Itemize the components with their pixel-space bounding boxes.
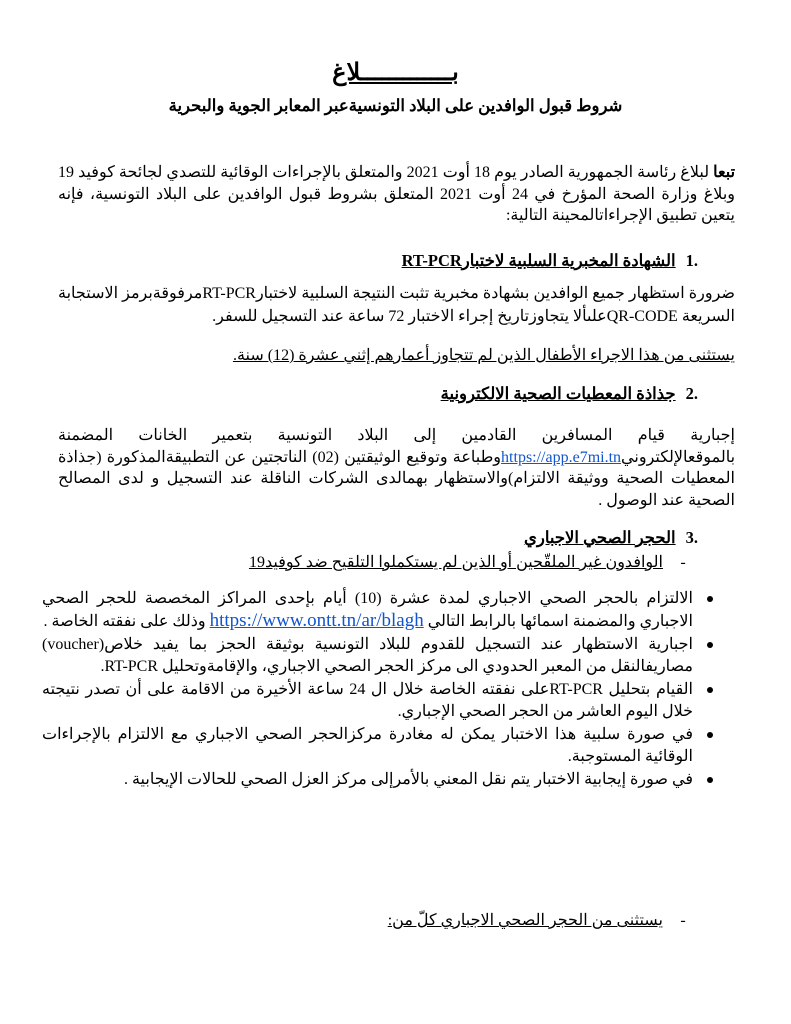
section-3-subitem-2 xyxy=(163,910,703,930)
bullet-text: القيام بتحليل RT-PCRعلى نفقته الخاصة خلال ال 24 ساعة الأخيرة من الاقامة على أن تصدر نتيجته خلال اليوم العاشر من الحجر الصحي الإجباري. xyxy=(42,681,693,720)
section-2-body xyxy=(58,425,735,511)
dash-marker: - xyxy=(680,554,686,571)
list-item xyxy=(42,634,748,677)
section-1-note xyxy=(58,345,735,365)
section-2-text-before: إجبارية قيام المسافرين القادمين إلى البلاد التونسية بتعمير الخانات المضمنة بالموقعالإلكتروني xyxy=(58,427,736,466)
bullet-text: في صورة سلبية هذا الاختبار يمكن له مغادرة مركزالحجر الصحي الاجباري مع الالتزام بالإجراءات الوقائية المستوجبة. xyxy=(42,726,693,765)
section-2-text-after: وطباعة وتوقيع الوثيقتين (02) الناتجتين عن التطبيقةالمذكورة (جذاذة المعطيات الصحية ووثيقة الالتزام)والاستظهار بهمالدى الشركات الناقلة عند التسجيل و لدى المصالح الصحية عند الوصول . xyxy=(58,448,736,509)
bullet-text-before: الالتزام بالحجر الصحي الاجباري لمدة عشرة (10) أيام بإحدى المراكز المخصصة للحجر الصحي الاجباري والمضمنة اسمائها بالرابط التالي xyxy=(42,590,693,630)
section-1-heading xyxy=(402,251,698,271)
intro-text: لبلاغ رئاسة الجمهورية الصادر يوم 18 أوت 2021 والمتعلق بالإجراءات الوقائية للتصدي لجائحة كوفيد 19 وبلاغ وزارة الصحة المؤرخ في 24 أوت 2021 المتعلق بشروط قبول الوافدين على البلاد التونسية، فإنه يتعين تطبيق الإجراءاتالمحينة التالية: xyxy=(58,164,735,224)
section-1-title: الشهادة المخبرية السلبية لاختبارRT-PCR xyxy=(401,251,676,270)
section-2-title: جذاذة المعطيات الصحية الالكترونية xyxy=(440,384,676,403)
ontt-link[interactable]: https://www.ontt.tn/ar/blagh xyxy=(209,609,424,631)
bullet-dot-icon xyxy=(707,732,713,738)
e7mi-link[interactable]: https://app.e7mi.tn xyxy=(501,448,622,466)
page-title: بـــــــــــــلاغ xyxy=(332,60,459,86)
section-3-heading xyxy=(524,528,698,548)
list-item xyxy=(42,724,748,767)
bullet-text: في صورة إيجابية الاختبار يتم نقل المعني بالأمرإلى مركز العزل الصحي للحالات الإيجابية . xyxy=(123,771,693,788)
section-1-note-text: يستثنى من هذا الاجراء الأطفال الذين لم تتجاوز أعمارهم إثني عشرة (12) سنة. xyxy=(232,347,735,364)
bullet-text: اجبارية الاستظهار عند التسجيل للقدوم للبلاد التونسية بوثيقة الحجز بما يفيد خلاص(voucher) مصاريفالنقل من المعبر الحدودي الى مركز الحجر الصحي الاجباري، والإقامةوتحليل RT-PCR. xyxy=(42,636,693,675)
page-subtitle: شروط قبول الوافدين على البلاد التونسيةعبر المعابر الجوية والبحرية xyxy=(168,96,623,115)
section-3-number: .3 xyxy=(685,528,698,547)
bullet-dot-icon xyxy=(707,596,713,602)
intro-lead: تبعا xyxy=(713,164,736,181)
intro-paragraph xyxy=(58,162,735,227)
section-1-number: .1 xyxy=(685,251,698,270)
section-3-title: الحجر الصحي الاجباري xyxy=(523,528,676,547)
section-1-body: ضرورة استظهار جميع الوافدين بشهادة مخبرية تثبت النتيجة السلبية لاختبارRT-PCRمرفوقةبرمز الاستجابة السريعة QR-CODEعلىألا يتجاوزتاريخ إجراء الاختبار 72 ساعة عند التسجيل للسفر. xyxy=(58,285,735,325)
bullet-text-after: وذلك على نفقته الخاصة . xyxy=(43,612,210,630)
section-3-subitem-1 xyxy=(163,552,703,572)
list-item xyxy=(42,769,748,791)
dash-marker: - xyxy=(680,912,686,929)
list-item xyxy=(42,588,748,632)
section-3-subitem-2-text: يستثنى من الحجر الصحي الاجباري كلّ من: xyxy=(387,912,663,929)
bullet-dot-icon xyxy=(707,777,713,783)
list-item xyxy=(42,679,748,722)
quarantine-bullet-list xyxy=(42,588,748,793)
bullet-dot-icon xyxy=(707,642,713,648)
bullet-dot-icon xyxy=(707,687,713,693)
section-2-number: .2 xyxy=(685,384,698,403)
section-2-heading xyxy=(441,384,698,404)
section-3-subitem-1-text: الوافدون غير الملقّحين أو الذين لم يستكملوا التلقيح ضد كوفيد19 xyxy=(248,554,663,571)
